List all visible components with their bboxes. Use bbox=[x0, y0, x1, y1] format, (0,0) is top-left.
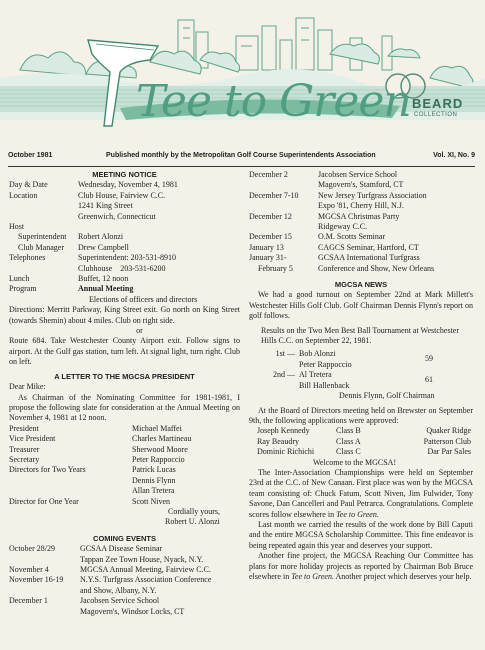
meeting-row: Greenwich, Connecticut bbox=[78, 211, 156, 221]
event-row: January 13 CAGCS Seminar, Hartford, CT bbox=[249, 242, 419, 252]
meeting-row: Telephones Superintendent: 203-531-8910 bbox=[9, 253, 176, 263]
news-paragraph-turnout: We had a good turnout on September 22nd at Mark Millett's Westchester Hills Golf Club. Golf Chairman Dennis Flynn's report on golf follows. bbox=[249, 290, 473, 321]
directions-or: or bbox=[136, 326, 143, 336]
issue-info-bar bbox=[8, 152, 475, 164]
meeting-details bbox=[9, 180, 240, 305]
approved-applications bbox=[249, 426, 473, 457]
coming-events-heading: COMING EVENTS bbox=[93, 533, 156, 543]
event-row: November 16-19 N.Y.S. Turfgrass Association Conference bbox=[9, 575, 212, 585]
event-row: December 7-10 New Jersey Turfgrass Association bbox=[249, 190, 427, 200]
news-paragraph-board: At the Board of Directors meeting held on Brewster on September 9th, the following applications were approved: bbox=[249, 405, 473, 425]
news-paragraph-championship: The Inter-Association Championships were held on September 23rd at the C.C. of New Canaan. First place was won by the MGCSA team consisting of: Chuck Fatum, Scott Niven, Jim Fulwider, Tony Savone, Dan Cancelleri and Paul Petrarca. Congratulations. Complete scores follow elsewhere in Tee to Green. bbox=[249, 467, 473, 519]
event-row: October 28/29 GCSAA Disease Seminar bbox=[9, 544, 163, 554]
volume-number: Vol. XI, No. 9 bbox=[433, 152, 475, 159]
event-row: Ridgeway C.C. bbox=[318, 222, 368, 232]
right-column bbox=[249, 170, 473, 582]
meeting-row: 1241 King Street bbox=[78, 201, 133, 211]
left-column bbox=[9, 170, 240, 617]
event-row: Magovern's, Stamford, CT bbox=[318, 180, 404, 190]
slate-row: Directors for Two Years Patrick Lucas bbox=[9, 465, 176, 475]
meeting-row: Host bbox=[9, 222, 25, 232]
slate-row: Treasurer Sherwood Moore bbox=[9, 444, 188, 454]
event-row: Expo '81, Cherry Hill, N.J. bbox=[318, 201, 404, 211]
tournament-results bbox=[261, 349, 473, 391]
results-signature: Dennis Flynn, Golf Chairman bbox=[339, 391, 435, 401]
welcome-line: Welcome to the MGCSA! bbox=[313, 457, 397, 467]
result-row: 2nd — Al Tretera Bill Hallenback 61 bbox=[273, 370, 433, 390]
event-row: January 31- GCSAA International Turfgrass bbox=[249, 253, 420, 263]
meeting-route: Route 684. Take Westchester County Airport exit. Follow signs to airport. At the Gulf gas station, turn left. At signal light, turn right. Club on left. bbox=[9, 336, 240, 367]
event-row: December 12 MGCSA Christmas Party bbox=[249, 211, 400, 221]
letter-heading: A LETTER TO THE MGCSA PRESIDENT bbox=[54, 371, 195, 381]
meeting-row: Elections of officers and directors bbox=[89, 294, 198, 304]
results-intro: Results on the Two Men Best Ball Tournament at Westchester Hills C.C. on September 22, 1981. bbox=[261, 325, 459, 346]
meeting-row: Club Manager Drew Campbell bbox=[18, 242, 129, 252]
issue-date: October 1981 bbox=[8, 152, 53, 159]
meeting-row: Day & Date Wednesday, November 4, 1981 bbox=[9, 180, 178, 190]
slate-row: Dennis Flynn bbox=[132, 475, 176, 485]
meeting-row: Location Club House, Fairview C.C. bbox=[9, 190, 166, 200]
approval-row: Ray Beaudry Class A Patterson Club bbox=[257, 436, 471, 446]
slate-row: Vice President Charles Martineau bbox=[9, 434, 192, 444]
news-paragraph-outreach: Another fine project, the MGCSA Reaching Our Committee has plans for more holiday projects as reported by Chairman Bob Bruce elsewhere in Tee to Green. Another project which deserves your help. bbox=[249, 551, 473, 582]
event-row: December 15 O.M. Scotts Seminar bbox=[249, 232, 386, 242]
approval-row: Joseph Kennedy Class B Quaker Ridge bbox=[257, 426, 471, 436]
meeting-row: Lunch Buffet, 12 noon bbox=[9, 274, 129, 284]
nomination-slate bbox=[9, 424, 240, 507]
event-row: November 4 MGCSA Annual Meeting, Fairview C.C. bbox=[9, 564, 211, 574]
brand-logo-subtext: COLLECTION bbox=[414, 112, 458, 118]
events-list-left bbox=[9, 544, 240, 617]
mgcsa-news-heading: MGCSA NEWS bbox=[334, 280, 388, 290]
event-row: and Show, Albany, N.Y. bbox=[80, 585, 157, 595]
slate-row: President Michael Maffei bbox=[9, 423, 182, 433]
slate-row: Director for One Year Scott Niven bbox=[9, 496, 170, 506]
result-row: 1st — Bob Alonzi Peter Rappoccio 59 bbox=[275, 349, 433, 369]
masthead-title: Tee to Green bbox=[136, 76, 411, 127]
event-row: Magovern's, Windsor Locks, CT bbox=[80, 606, 185, 616]
meeting-notice-heading: MEETING NOTICE bbox=[92, 170, 157, 179]
slate-row: Allan Tretera bbox=[132, 486, 175, 496]
publisher-line: Published monthly by the Metropolitan Golf Course Superintendents Association bbox=[106, 152, 376, 159]
masthead-illustration bbox=[0, 0, 485, 150]
letter-body: As Chairman of the Nominating Committee for 1981-1981, I propose the following slate for consideration at the Annual Meeting on November 4, 1981 at 12 noon. bbox=[9, 392, 240, 423]
meeting-directions: Directions: Merritt Parkway, King Street exit. Go north on King Street (towards Shemin) about 4 miles. Club on right side. bbox=[9, 305, 240, 325]
letter-closing: Cordially yours, bbox=[168, 506, 220, 516]
brand-logo-text: BEARD bbox=[412, 96, 464, 111]
header-rule bbox=[8, 166, 475, 167]
news-paragraph-scholarship: Last month we carried the results of the work done by Bill Caputi and the entire MGCSA Scholarship Committee. This fine endeavor is being repeated again this year and deserves your support. bbox=[249, 519, 473, 550]
slate-row: Secretary Peter Rappoccio bbox=[9, 454, 185, 464]
meeting-row: Program Annual Meeting bbox=[9, 284, 134, 294]
events-list-right bbox=[249, 170, 473, 274]
meeting-row: Superintendent Robert Alonzi bbox=[18, 232, 124, 242]
event-row: February 5 Conference and Show, New Orleans bbox=[258, 263, 435, 273]
letter-signer: Robert U. Alonzi bbox=[165, 517, 220, 527]
event-row: December 1 Jacobsen Service School bbox=[9, 596, 160, 606]
letter-salutation: Dear Mike: bbox=[9, 382, 46, 392]
approval-row: Dominic Richichi Class C Dar Par Sales bbox=[257, 447, 471, 457]
event-row: Tappan Zee Town House, Nyack, N.Y. bbox=[80, 554, 204, 564]
masthead bbox=[0, 0, 485, 150]
meeting-row: Clubhouse 203-531-6200 bbox=[78, 263, 166, 273]
event-row: December 2 Jacobsen Service School bbox=[249, 170, 398, 179]
